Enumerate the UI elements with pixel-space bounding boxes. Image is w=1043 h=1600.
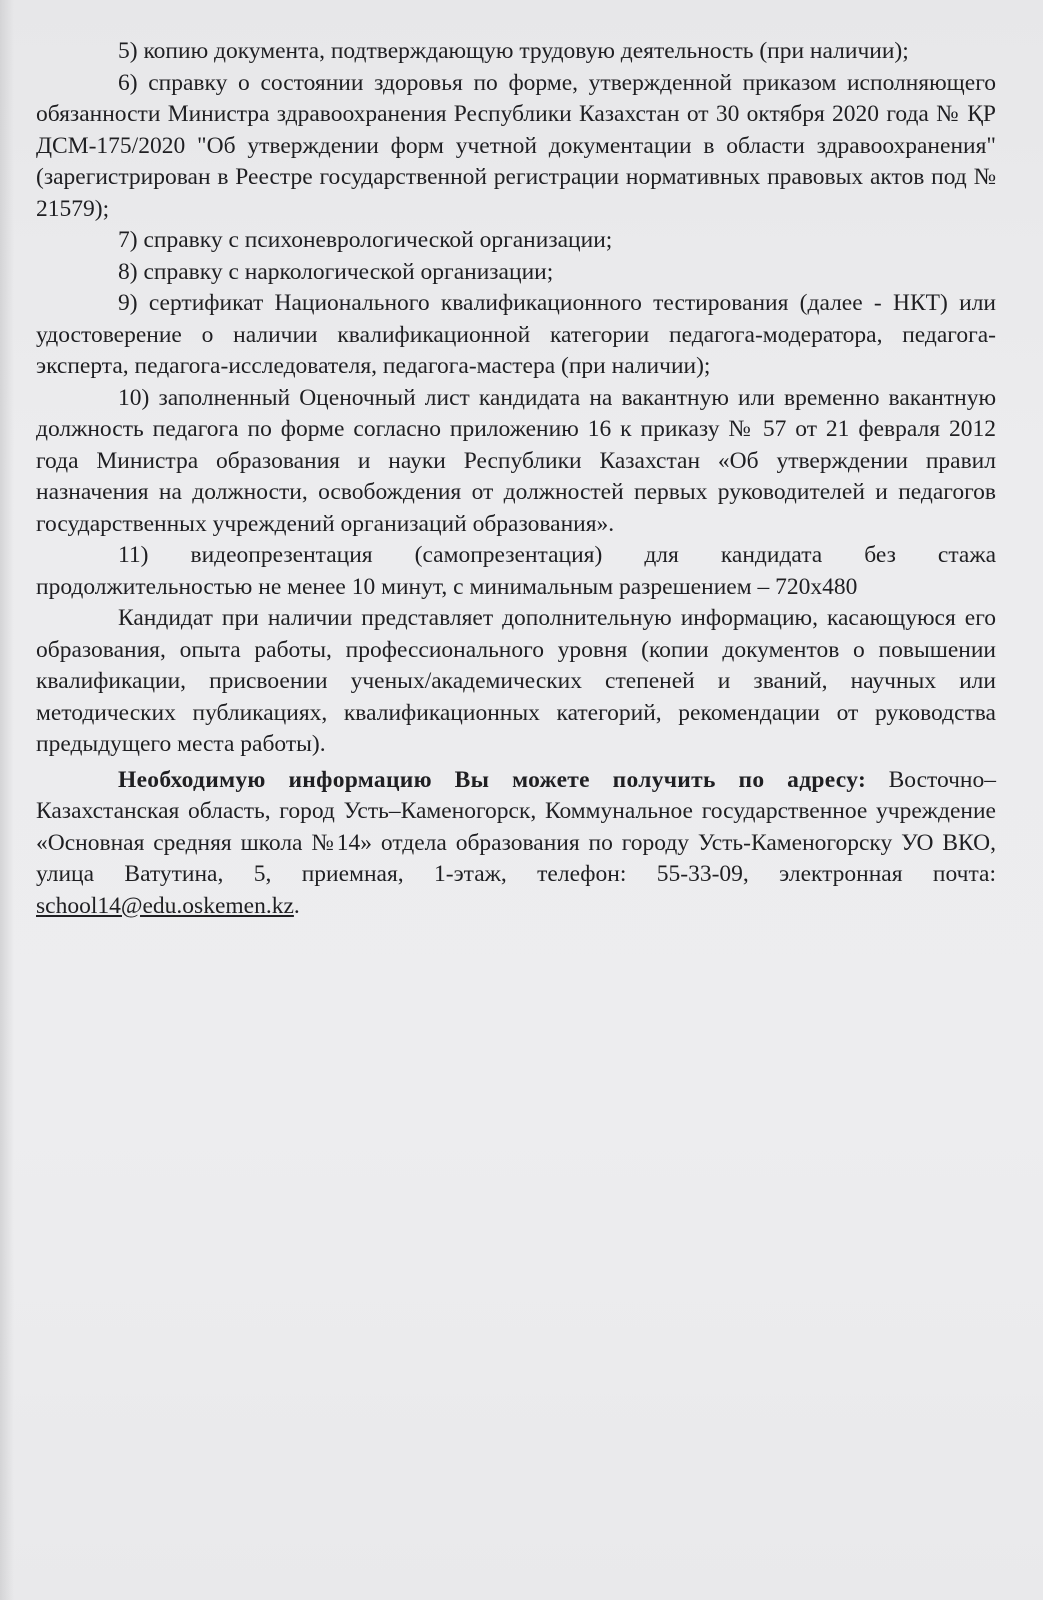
- page-shadow-edge: [0, 0, 14, 1600]
- item-text: справку с психоневрологической организации;: [143, 227, 613, 253]
- email-trailing-period: .: [293, 892, 300, 919]
- list-item-11: [36, 540, 996, 603]
- list-item-10: [36, 383, 996, 541]
- item-number: 10): [118, 384, 150, 411]
- contact-address: Восточно–Казахстанская область, город Усть–Каменогорск, Коммунальное государственное учреждение «Основная средняя школа №14» отдела образования по городу Усть-Каменогорску УО ВКО, улица Ватутина, 5, приемная, 1-этаж, телефон: 55-33-09, электронная почта:: [36, 766, 996, 887]
- item-text: справку с наркологической организации;: [143, 258, 554, 285]
- item-text: заполненный Оценочный лист кандидата на вакантную или временно вакантную должность педагога по форме согласно приложению 16 к приказу № 57 от 21 февраля 2012 года Министра образования и науки Республики Казахстан «Об утверждении правил назначения на должности, освобождения от должностей первых руководителей и педагогов государственных учреждений организаций образования».: [36, 384, 996, 537]
- item-number: 7): [118, 227, 138, 253]
- item-text: сертификат Национального квалификационного тестирования (далее - НКТ) или удостоверение о наличии квалификационной категории педагога-модератора, педагога-эксперта, педагога-исследователя, педагога-мастера (при наличии);: [36, 290, 996, 379]
- contact-intro: Необходимую информацию Вы можете получить по адресу:: [118, 766, 867, 793]
- item-number: 11): [118, 542, 149, 568]
- item-number: 8): [118, 258, 138, 285]
- list-item-6: [36, 68, 996, 226]
- list-item-5: [36, 36, 996, 68]
- email-link[interactable]: school14@edu.oskemen.kz: [36, 892, 294, 919]
- document-page: [36, 36, 996, 922]
- list-item-7: [36, 225, 996, 257]
- list-item-9: [36, 288, 996, 383]
- item-text: копию документа, подтверждающую трудовую деятельность (при наличии);: [143, 38, 909, 64]
- item-number: 9): [118, 290, 138, 316]
- item-number: 5): [118, 38, 138, 64]
- contact-paragraph: [36, 765, 996, 923]
- list-item-8: [36, 257, 996, 289]
- item-number: 6): [118, 69, 138, 96]
- additional-info-paragraph: Кандидат при наличии представляет дополнительную информацию, касающуюся его образования, опыта работы, профессионального уровня (копии документов о повышении квалификации, присвоении ученых/академических степеней и званий, научных или методических публикациях, квалификационных категорий, рекомендации от руководства предыдущего места работы).: [36, 605, 996, 757]
- item-text: видеопрезентация (самопрезентация) для кандидата без стажа продолжительностью не менее 10 минут, с минимальным разрешением – 720x480: [36, 542, 997, 600]
- item-text: справку о состоянии здоровья по форме, утвержденной приказом исполняющего обязанности Министра здравоохранения Республики Казахстан от 30 октября 2020 года № ҚР ДСМ-175/2020 "Об утверждении форм учетной документации в области здравоохранения" (зарегистрирован в Реестре государственной регистрации нормативных правовых актов под № 21579);: [36, 69, 997, 222]
